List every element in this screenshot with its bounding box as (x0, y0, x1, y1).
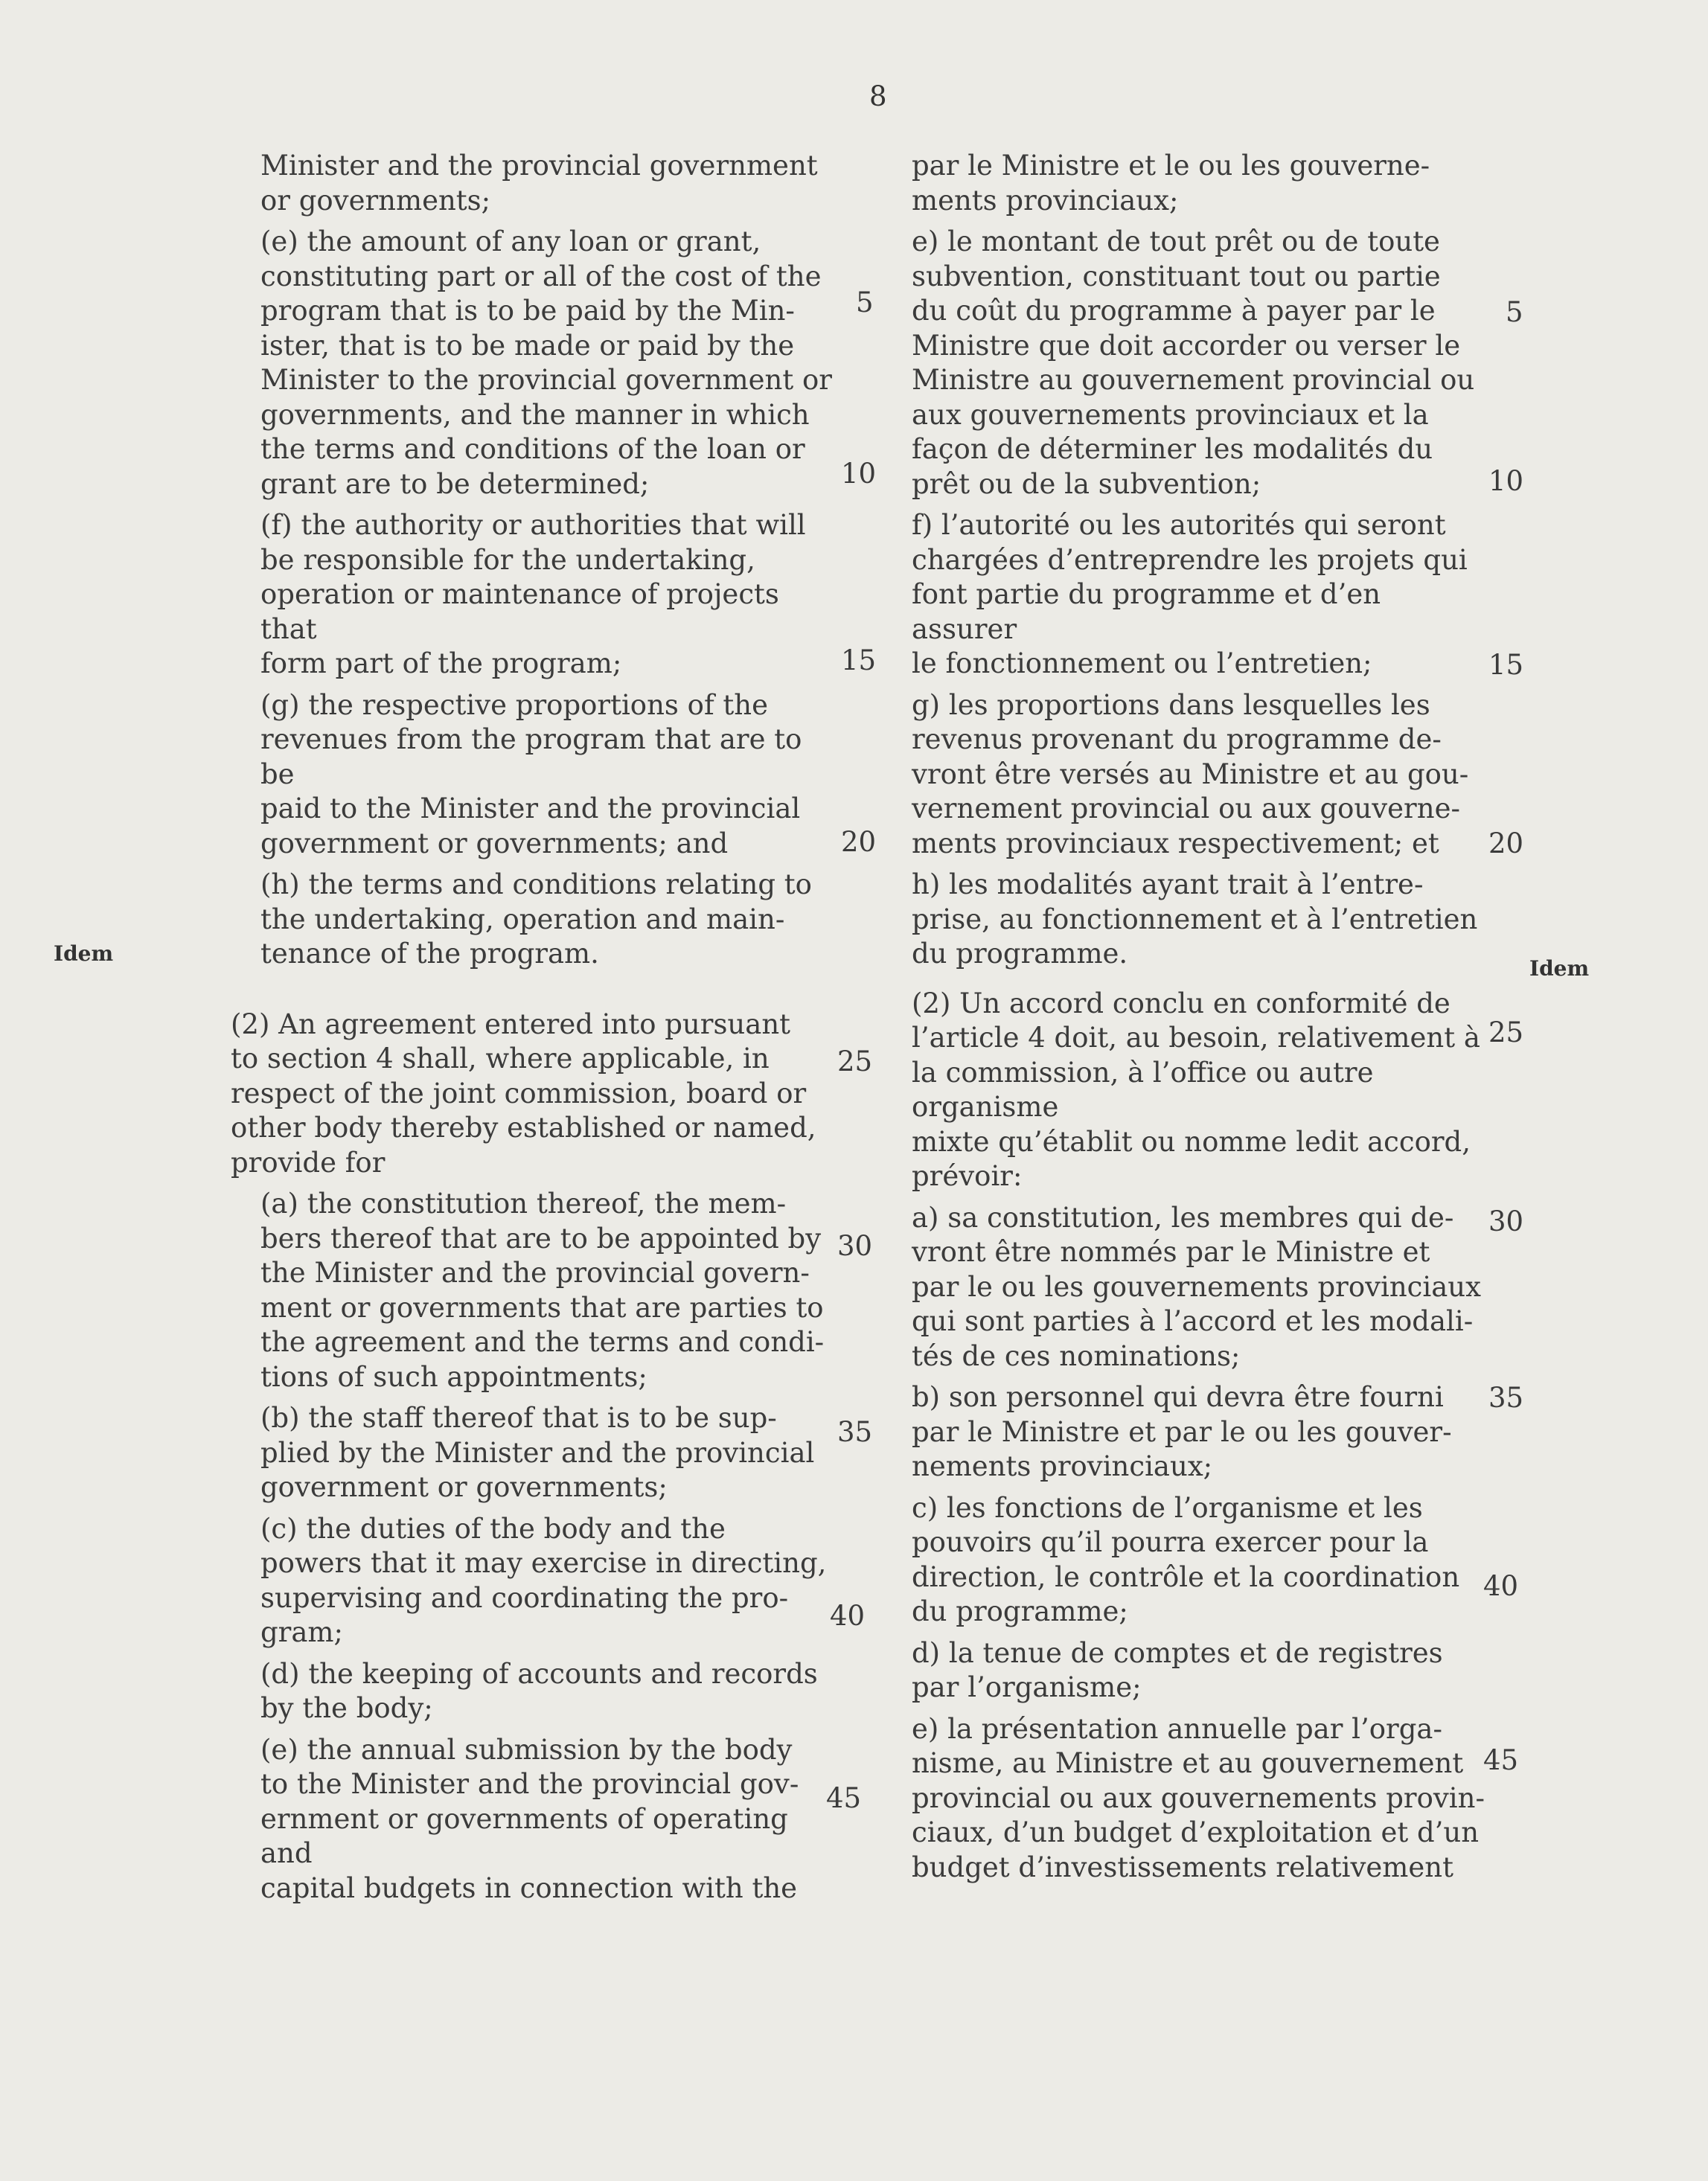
en-line: constituting part or all of the cost of the (260, 260, 822, 292)
en-line: (e) the amount of any loan or grant, (260, 225, 761, 257)
fr-line: font partie du programme et d’en assurer (912, 578, 1381, 645)
fr-line-number: 15 (1488, 649, 1524, 681)
fr-line: ments provinciaux; (912, 184, 1179, 217)
fr-line: l’article 4 doit, au besoin, relativement à (912, 1022, 1480, 1054)
en-line: to section 4 shall, where applicable, in (231, 1043, 770, 1075)
fr-line: e) le montant de tout prêt ou de toute (912, 225, 1440, 257)
fr-line: c) les fonctions de l’organisme et les (912, 1491, 1423, 1524)
en-line: program that is to be paid by the Min- (260, 295, 795, 327)
french-column (912, 149, 1485, 1885)
en-line-number: 30 (837, 1230, 873, 1262)
en-line: (e) the annual submission by the body (260, 1733, 793, 1766)
fr-line: vront être versés au Ministre et au gou- (912, 758, 1469, 790)
fr-line: aux gouvernements provinciaux et la (912, 398, 1429, 431)
fr-line-number: 30 (1488, 1205, 1524, 1237)
en-line: or governments; (260, 184, 491, 217)
en-line-number: 5 (856, 286, 874, 318)
fr-line: subvention, constituant tout ou partie (912, 260, 1441, 292)
fr-line-number: 40 (1483, 1570, 1519, 1602)
en-line-number: 45 (826, 1782, 862, 1814)
fr-line-number: 25 (1488, 1016, 1524, 1048)
fr-line: par le Ministre et le ou les gouverne- (912, 150, 1430, 182)
en-line: ister, that is to be made or paid by the (260, 329, 795, 362)
en-line: the agreement and the terms and condi- (260, 1326, 825, 1358)
en-line: other body thereby established or named, (231, 1112, 816, 1144)
fr-line: tés de ces nominations; (912, 1339, 1241, 1372)
en-line: by the body; (260, 1692, 433, 1724)
fr-line: (2) Un accord conclu en conformité de (912, 987, 1450, 1019)
fr-line: Ministre au gouvernement provincial ou (912, 364, 1475, 396)
fr-line-number: 10 (1488, 465, 1524, 497)
en-line-number: 25 (837, 1045, 873, 1077)
en-line: supervising and coordinating the pro- (260, 1581, 789, 1614)
fr-line: nements provinciaux; (912, 1450, 1213, 1482)
en-line-number: 10 (841, 458, 877, 490)
fr-line: b) son personnel qui devra être fourni (912, 1381, 1444, 1413)
fr-line: pouvoirs qu’il pourra exercer pour la (912, 1526, 1429, 1558)
en-line: revenues from the program that are to be (260, 723, 802, 790)
en-line-number: 40 (830, 1600, 866, 1632)
en-line: Minister to the provincial government or (260, 364, 832, 396)
en-line: bers thereof that are to be appointed by (260, 1222, 822, 1255)
en-line: form part of the program; (260, 647, 622, 679)
fr-line: d) la tenue de comptes et de registres (912, 1636, 1443, 1669)
fr-line: prêt ou de la subvention; (912, 467, 1261, 500)
en-line: (f) the authority or authorities that will (260, 509, 806, 541)
fr-line: vront être nommés par le Ministre et (912, 1236, 1430, 1268)
en-line: plied by the Minister and the provincial (260, 1436, 815, 1469)
fr-line: f) l’autorité ou les autorités qui seront (912, 509, 1446, 541)
fr-line: Ministre que doit accorder ou verser le (912, 329, 1461, 362)
fr-line: par le ou les gouvernements provinciaux (912, 1270, 1481, 1303)
fr-line: façon de déterminer les modalités du (912, 433, 1433, 465)
en-line: provide for (231, 1146, 386, 1179)
en-line: respect of the joint commission, board or (231, 1077, 807, 1109)
en-line: operation or maintenance of projects that (260, 578, 779, 645)
fr-line: g) les proportions dans lesquelles les (912, 688, 1430, 721)
fr-line: du programme; (912, 1595, 1128, 1627)
en-line: be responsible for the undertaking, (260, 543, 755, 576)
fr-line: vernement provincial ou aux gouverne- (912, 792, 1460, 824)
en-line: (h) the terms and conditions relating to (260, 868, 812, 900)
en-line: (d) the keeping of accounts and records (260, 1657, 818, 1690)
en-line: Minister and the provincial government (260, 150, 818, 182)
en-line: government or governments; (260, 1471, 668, 1503)
en-line: paid to the Minister and the provincial (260, 792, 801, 824)
en-line: (2) An agreement entered into pursuant (231, 1008, 791, 1040)
en-line: powers that it may exercise in directing, (260, 1547, 827, 1579)
fr-line: prise, au fonctionnement et à l’entretien (912, 903, 1478, 935)
english-column (231, 149, 834, 1906)
fr-line: ciaux, d’un budget d’exploitation et d’un (912, 1816, 1480, 1848)
en-line: capital budgets in connection with the (260, 1871, 798, 1904)
en-line: ernment or governments of operating and (260, 1802, 788, 1869)
fr-line: par le Ministre et par le ou les gouver- (912, 1415, 1452, 1448)
fr-line: h) les modalités ayant trait à l’entre- (912, 868, 1424, 900)
fr-line: du coût du programme à payer par le (912, 295, 1436, 327)
en-line: (g) the respective proportions of the (260, 688, 768, 721)
en-line: governments, and the manner in which (260, 398, 810, 431)
en-line: (a) the constitution thereof, the mem- (260, 1188, 787, 1220)
side-note-left: Idem (54, 941, 114, 966)
en-line: tions of such appointments; (260, 1360, 647, 1393)
en-line-number: 35 (837, 1416, 873, 1448)
en-line: the Minister and the provincial govern- (260, 1257, 810, 1289)
en-line: tenance of the program. (260, 938, 599, 970)
fr-line: mixte qu’établit ou nomme ledit accord, (912, 1125, 1471, 1158)
en-line: the terms and conditions of the loan or (260, 433, 805, 465)
fr-line-number: 20 (1488, 827, 1524, 859)
fr-line: a) sa constitution, les membres qui de- (912, 1201, 1454, 1234)
fr-line: nisme, au Ministre et au gouvernement (912, 1747, 1464, 1779)
fr-line: revenus provenant du programme de- (912, 723, 1442, 755)
fr-line: la commission, à l’office ou autre organisme (912, 1056, 1374, 1123)
en-line-number: 15 (841, 644, 877, 676)
en-line: ment or governments that are parties to (260, 1291, 824, 1324)
fr-line: prévoir: (912, 1160, 1023, 1192)
en-line: (c) the duties of the body and the (260, 1512, 726, 1545)
page-number: 8 (869, 80, 887, 112)
fr-line: ments provinciaux respectivement; et (912, 827, 1439, 859)
en-line: (b) the staff thereof that is to be sup- (260, 1402, 777, 1434)
fr-line: budget d’investissements relativement (912, 1851, 1453, 1883)
side-note-right: Idem (1529, 956, 1590, 981)
en-line: grant are to be determined; (260, 467, 650, 500)
en-line-number: 20 (841, 826, 877, 858)
fr-line: e) la présentation annuelle par l’orga- (912, 1712, 1442, 1745)
fr-line-number: 35 (1488, 1382, 1524, 1414)
fr-line-number: 5 (1506, 296, 1523, 328)
fr-line-number: 45 (1483, 1744, 1519, 1776)
en-line: gram; (260, 1616, 343, 1648)
en-line: government or governments; and (260, 827, 729, 859)
en-line: the undertaking, operation and main- (260, 903, 785, 935)
fr-line: du programme. (912, 938, 1128, 970)
en-line: to the Minister and the provincial gov- (260, 1768, 799, 1800)
fr-line: par l’organisme; (912, 1671, 1142, 1703)
fr-line: direction, le contrôle et la coordination (912, 1560, 1460, 1593)
fr-line: chargées d’entreprendre les projets qui (912, 543, 1468, 576)
fr-line: provincial ou aux gouvernements provin- (912, 1781, 1485, 1814)
fr-line: qui sont parties à l’accord et les modali- (912, 1305, 1474, 1337)
fr-line: le fonctionnement ou l’entretien; (912, 647, 1372, 679)
